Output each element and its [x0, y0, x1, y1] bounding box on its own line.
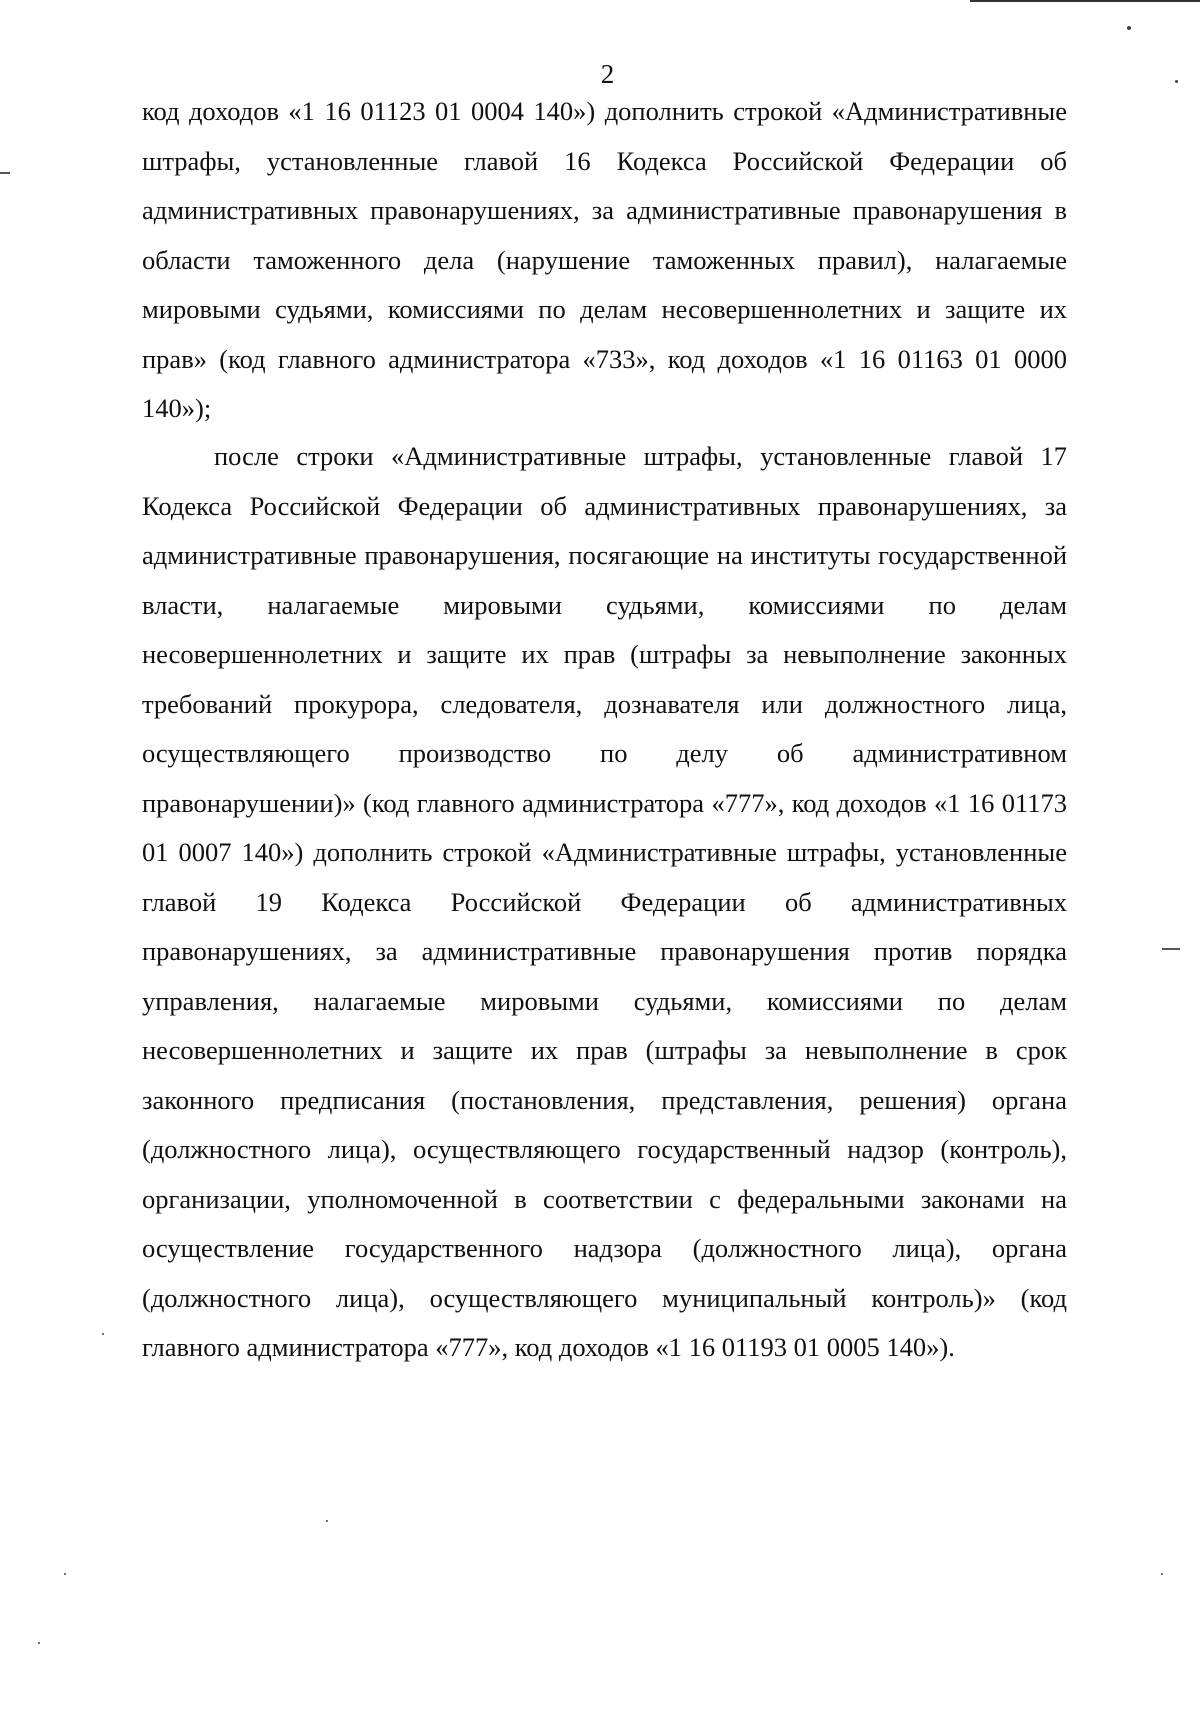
scan-margin-mark — [1162, 948, 1180, 950]
scan-speck — [38, 1642, 40, 1644]
document-paragraph: после строки «Административные штрафы, установленные главой 17 Кодекса Российской Федерации об административных правонарушениях, за административные правонарушения, посягающие на институты государственной власти, налагаемые мировыми судьями, комиссиями по делам несовершеннолетних и защите их прав (штрафы за невыполнение законных требований прокурора, следователя, дознавателя или должностного лица, осуществляющего производство по делу об административном правонарушении)» (код главного администратора «777», код доходов «1 16 01173 01 0007 140») дополнить строкой «Административные штрафы, установленные главой 19 Кодекса Российской Федерации об административных правонарушениях, за административные правонарушения против порядка управления, налагаемые мировыми судьями, комиссиями по делам несовершеннолетних и защите их прав (штрафы за невыполнение в срок законного предписания (постановления, представления, решения) органа (должностного лица), осуществляющего государственный надзор (контроль), организации, уполномоченной в соответствии с федеральными законами на осуществление государственного надзора (должностного лица), органа (должностного лица), осуществляющего муниципальный контроль)» (код главного администратора «777», код доходов «1 16 01193 01 0005 140»). — [142, 441, 1067, 1362]
document-paragraph: код доходов «1 16 01123 01 0004 140») дополнить строкой «Административные штрафы, установленные главой 16 Кодекса Российской Федерации об административных правонарушениях, за административные правонарушения в области таможенного дела (нарушение таможенных правил), налагаемые мировыми судьями, комиссиями по делам несовершеннолетних и защите их прав» (код главного администратора «733», код доходов «1 16 01163 01 0000 140»); — [142, 96, 1067, 423]
scan-margin-mark — [0, 172, 10, 174]
scan-speck — [1127, 26, 1131, 30]
scan-speck — [64, 1573, 66, 1575]
page-number: 2 — [600, 59, 615, 89]
scan-top-edge-line — [970, 0, 1200, 2]
scan-speck — [102, 1333, 104, 1335]
scan-speck — [1161, 1573, 1163, 1575]
scan-speck — [326, 1520, 328, 1522]
